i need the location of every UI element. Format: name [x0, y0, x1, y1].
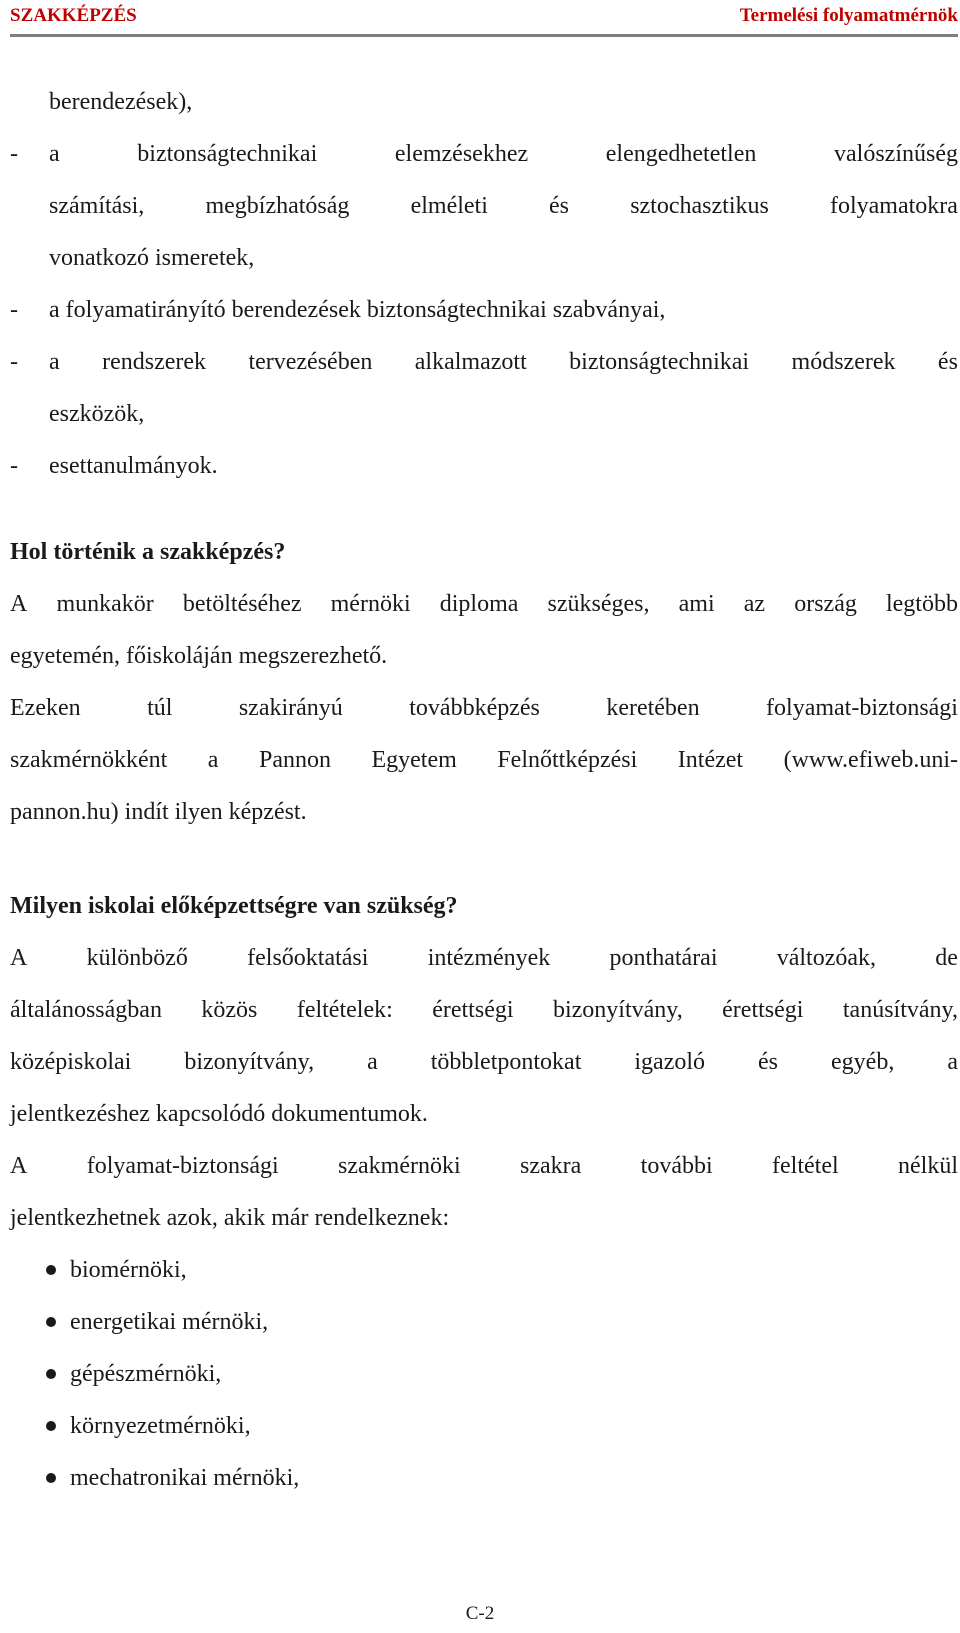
word: különböző — [86, 945, 188, 971]
word: további — [640, 1153, 713, 1179]
text-line: esettanulmányok. — [49, 453, 218, 479]
list-item — [10, 336, 958, 440]
word: többletpontokat — [430, 1049, 582, 1075]
word: mérnöki — [330, 591, 411, 617]
bullet-text: energetikai mérnöki, — [70, 1309, 269, 1335]
list-item — [10, 440, 958, 492]
justified-line — [10, 1140, 958, 1192]
spacer — [10, 492, 958, 526]
word: túl — [147, 695, 173, 721]
word: szakmérnöki — [338, 1153, 461, 1179]
justified-line — [10, 128, 958, 180]
word: és — [549, 193, 570, 219]
bullet-list-item — [10, 1452, 958, 1504]
word: feltételek: — [296, 997, 393, 1023]
justified-line — [10, 682, 958, 734]
word: a — [947, 1049, 958, 1075]
list-dash: - — [10, 141, 18, 167]
word: felsőoktatási — [247, 945, 369, 971]
bullet-list-item — [10, 1400, 958, 1452]
word: ponthatárai — [609, 945, 718, 971]
header-section-title: SZAKKÉPZÉS — [10, 5, 137, 26]
word: általánosságban — [10, 997, 162, 1023]
word: továbbképzés — [409, 695, 540, 721]
text-line: egyetemén, főiskoláján megszerezhető. — [10, 643, 388, 669]
header-document-title: Termelési folyamatmérnök — [739, 5, 958, 26]
word: (www.efiweb.uni- — [783, 747, 958, 773]
word: változóak, — [776, 945, 877, 971]
justified-line — [10, 578, 958, 630]
bullet-icon — [46, 1421, 56, 1431]
word: a — [49, 349, 60, 375]
text-line: jelentkezéshez kapcsolódó dokumentumok. — [10, 1101, 428, 1127]
word: keretében — [606, 695, 700, 721]
bullet-text: mechatronikai mérnöki, — [70, 1465, 300, 1491]
text-line: pannon.hu) indít ilyen képzést. — [10, 799, 307, 825]
word: tervezésében — [248, 349, 373, 375]
word: alkalmazott — [414, 349, 527, 375]
word: ország — [794, 591, 857, 617]
bullet-text: gépészmérnöki, — [70, 1361, 222, 1387]
page-number: C-2 — [465, 1603, 495, 1624]
word: igazoló — [634, 1049, 706, 1075]
word: a — [207, 747, 219, 773]
word: szakirányú — [238, 695, 343, 721]
bullet-text: környezetmérnöki, — [70, 1413, 251, 1439]
justified-line — [10, 932, 958, 984]
justified-line — [10, 180, 958, 232]
section-heading: Hol történik a szakképzés? — [10, 539, 286, 565]
word: egyéb, — [831, 1049, 895, 1075]
list-item — [10, 128, 958, 284]
word: diploma — [439, 591, 519, 617]
bullet-icon — [46, 1369, 56, 1379]
bullet-icon — [46, 1265, 56, 1275]
word: Pannon — [258, 747, 331, 773]
word: Egyetem — [371, 747, 457, 773]
word: és — [937, 349, 958, 375]
word: szakra — [520, 1153, 582, 1179]
word: biztonságtechnikai — [569, 349, 750, 375]
list-dash: - — [10, 453, 18, 479]
text-line: vonatkozó ismeretek, — [49, 245, 255, 271]
word: és — [758, 1049, 779, 1075]
list-continuation-line: berendezések), — [49, 89, 193, 115]
word: Ezeken — [10, 695, 81, 721]
word: Intézet — [677, 747, 744, 773]
justified-line — [10, 336, 958, 388]
word: nélkül — [898, 1153, 958, 1179]
text-line: a folyamatirányító berendezések biztonságtechnikai szabványai, — [49, 297, 666, 323]
list-item — [10, 284, 958, 336]
word: ami — [678, 591, 715, 617]
word: folyamat-biztonsági — [766, 695, 958, 721]
justified-line — [10, 1036, 958, 1088]
word: szakmérnökként — [10, 747, 168, 773]
word: a — [367, 1049, 378, 1075]
word: az — [743, 591, 766, 617]
word: elméleti — [410, 193, 488, 219]
justified-line — [10, 984, 958, 1036]
text-line: eszközök, — [49, 401, 145, 427]
word: közös — [201, 997, 258, 1023]
word: megbízhatóság — [205, 193, 350, 219]
word: a — [49, 141, 60, 167]
word: szükséges, — [547, 591, 650, 617]
word: érettségi — [432, 997, 514, 1023]
page-header — [10, 0, 958, 37]
word: valószínűség — [834, 141, 958, 167]
word: sztochasztikus — [630, 193, 769, 219]
bullet-list-item — [10, 1244, 958, 1296]
word: érettségi — [722, 997, 804, 1023]
word: tanúsítvány, — [842, 997, 958, 1023]
word: bizonyítvány, — [184, 1049, 315, 1075]
text-line: jelentkezhetnek azok, akik már rendelkeznek: — [10, 1205, 450, 1231]
word: elemzésekhez — [394, 141, 529, 167]
bullet-icon — [46, 1473, 56, 1483]
word: A — [10, 591, 28, 617]
word: Felnőttképzési — [497, 747, 638, 773]
page-body — [10, 76, 958, 1504]
word: de — [935, 945, 958, 971]
bullet-list-item — [10, 1296, 958, 1348]
word: elengedhetetlen — [605, 141, 757, 167]
word: munkakör — [56, 591, 154, 617]
word: folyamatokra — [829, 193, 958, 219]
word: betöltéséhez — [182, 591, 302, 617]
justified-line — [10, 734, 958, 786]
bullet-list-item — [10, 1348, 958, 1400]
list-dash: - — [10, 349, 18, 375]
word: A — [10, 945, 28, 971]
bullet-icon — [46, 1317, 56, 1327]
word: feltétel — [772, 1153, 839, 1179]
word: középiskolai — [10, 1049, 132, 1075]
word: legtöbb — [885, 591, 958, 617]
word: bizonyítvány, — [552, 997, 683, 1023]
word: biztonságtechnikai — [137, 141, 318, 167]
word: A — [10, 1153, 28, 1179]
spacer — [10, 838, 958, 880]
word: folyamat-biztonsági — [86, 1153, 279, 1179]
word: intézmények — [427, 945, 551, 971]
word: módszerek — [791, 349, 896, 375]
word: számítási, — [49, 193, 145, 219]
section-heading: Milyen iskolai előképzettségre van szükség? — [10, 893, 458, 919]
list-dash: - — [10, 297, 18, 323]
bullet-text: biomérnöki, — [70, 1257, 187, 1283]
word: rendszerek — [102, 349, 207, 375]
